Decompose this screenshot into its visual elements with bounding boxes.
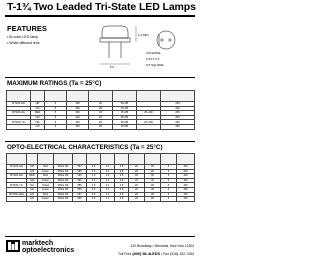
table-cell: GR xyxy=(31,124,45,129)
table-cell: 697 xyxy=(73,192,87,197)
table-cell: White Dif xyxy=(54,169,73,174)
table-header-row xyxy=(7,91,195,102)
table-cell: 2.8 xyxy=(115,197,129,202)
lamp-bottom-view xyxy=(157,31,175,49)
table-cell: 2.8 xyxy=(115,169,129,174)
table-cell: 5 xyxy=(45,106,67,111)
company-address: 120 Broadway • Menands, New York 12204 xyxy=(130,244,194,248)
table-cell: 100 xyxy=(177,169,195,174)
table-cell: 25 xyxy=(89,124,113,129)
table-cell: 0.6 xyxy=(87,197,101,202)
table-cell: 25~85 xyxy=(113,120,137,125)
table-cell: 260 xyxy=(161,111,195,116)
dim-label: 0.5 SQUARE xyxy=(146,63,164,67)
table-cell: Green xyxy=(38,187,54,192)
table-cell: 5 xyxy=(161,174,177,179)
table-cell xyxy=(7,124,31,129)
opto-table xyxy=(6,153,195,202)
table-cell: GR xyxy=(27,169,38,174)
feature-item: • Bi-color LED lamp xyxy=(7,35,39,39)
table-cell: 30 xyxy=(145,174,161,179)
feature-item: • White diffused lens xyxy=(7,41,40,45)
table-cell: 2.8 xyxy=(115,183,129,188)
table-cell: 25~85 xyxy=(113,111,137,116)
section-rule xyxy=(5,141,195,142)
table-cell: 100 xyxy=(67,106,89,111)
pin-a xyxy=(161,39,163,41)
table-cell: 2.1 xyxy=(101,183,115,188)
table-cell: 25~100 xyxy=(137,120,161,125)
pin-b xyxy=(169,39,171,41)
opto-heading: OPTO-ELECTRICAL CHARACTERISTICS (Ta = 25°C) xyxy=(7,144,163,151)
table-cell xyxy=(7,197,27,202)
table-cell: Green xyxy=(38,169,54,174)
footer-rule xyxy=(5,236,195,237)
table-cell: 20 xyxy=(129,174,145,179)
table-cell: 25~85 xyxy=(113,115,137,120)
table-cell: 5 xyxy=(45,102,67,107)
table-cell: 565 xyxy=(73,178,87,183)
table-cell: 25 xyxy=(89,106,113,111)
table-cell: White Dif xyxy=(54,174,73,179)
table-cell: White Dif xyxy=(54,165,73,170)
table-row xyxy=(7,197,195,202)
table-cell: 565 xyxy=(73,197,87,202)
table-cell: 30 xyxy=(145,197,161,202)
table-cell: 5 xyxy=(161,187,177,192)
brand-name: marktech xyxy=(22,240,54,247)
table-cell: 100 xyxy=(177,165,195,170)
package-drawing xyxy=(92,24,196,76)
table-cell: 5 xyxy=(45,124,67,129)
table-cell: GR xyxy=(27,178,38,183)
table-row xyxy=(7,124,195,129)
dim-label: 1.0 MIN xyxy=(138,33,149,37)
table-cell: 100 xyxy=(177,197,195,202)
table-cell: White Dif xyxy=(54,192,73,197)
table-cell: 30 xyxy=(145,187,161,192)
tollfree-number: (800) 98-4LEDS xyxy=(132,252,161,256)
table-cell: MT320-YG xyxy=(7,183,27,188)
table-cell: Yellow xyxy=(38,183,54,188)
table-cell: 2.1 xyxy=(101,178,115,183)
table-cell: MT320-HG xyxy=(7,111,31,116)
table-cell: 2.1 xyxy=(101,169,115,174)
contact-line xyxy=(118,252,194,256)
table-cell: 0.6 xyxy=(87,192,101,197)
table-cell: White Dif xyxy=(54,183,73,188)
table-cell: YEL xyxy=(31,120,45,125)
table-cell: MT320-HG xyxy=(7,174,27,179)
features-heading: FEATURES xyxy=(7,24,47,33)
table-cell: 2.1 xyxy=(101,187,115,192)
table-cell: 2.1 xyxy=(101,197,115,202)
dim-label: 5.0 xyxy=(110,65,115,69)
title-rule xyxy=(5,15,195,17)
table-cell: 25~85 xyxy=(113,106,137,111)
max-ratings-table xyxy=(6,90,195,130)
table-cell: GR xyxy=(27,187,38,192)
section-rule xyxy=(5,77,195,78)
table-cell: 0.6 xyxy=(87,178,101,183)
table-cell: 260 xyxy=(161,106,195,111)
table-cell: 5 xyxy=(161,169,177,174)
table-cell: 2.8 xyxy=(115,187,129,192)
table-cell: RED xyxy=(27,174,38,179)
table-cell: Red xyxy=(38,165,54,170)
max-ratings-heading: MAXIMUM RATINGS (Ta = 25°C) xyxy=(7,80,102,87)
table-cell: 5 xyxy=(45,120,67,125)
table-cell: 100 xyxy=(177,183,195,188)
table-cell: MT320-HRG xyxy=(7,192,27,197)
table-cell: 1.0 xyxy=(87,183,101,188)
table-cell: 100 xyxy=(177,187,195,192)
table-cell: HR xyxy=(27,165,38,170)
table-cell: 635 xyxy=(73,174,87,179)
table-cell: 2.8 xyxy=(115,165,129,170)
table-cell: 20 xyxy=(129,197,145,202)
table-cell: Green xyxy=(38,197,54,202)
table-cell: 2.8 xyxy=(115,192,129,197)
table-cell: GR xyxy=(31,115,45,120)
table-cell: 25~85 xyxy=(113,124,137,129)
table-cell: 0.6 xyxy=(87,169,101,174)
table-cell: 100 xyxy=(177,174,195,179)
table-cell: 5 xyxy=(161,178,177,183)
table-cell: 100 xyxy=(67,120,89,125)
table-cell: RED xyxy=(31,111,45,116)
table-cell: HR xyxy=(31,102,45,107)
table-cell: 150 xyxy=(67,111,89,116)
table-cell xyxy=(137,124,161,129)
table-cell: 2.0 xyxy=(101,174,115,179)
table-cell: Green xyxy=(38,178,54,183)
table-cell: 2.1 xyxy=(101,165,115,170)
table-cell: 565 xyxy=(73,169,87,174)
table-cell: 260 xyxy=(161,102,195,107)
table-cell: White Dif xyxy=(54,187,73,192)
table-cell: MT320-HR xyxy=(7,102,31,107)
table-cell: 5 xyxy=(161,192,177,197)
marktech-logo xyxy=(6,240,20,252)
table-cell: 25~100 xyxy=(137,111,161,116)
table-cell: 20 xyxy=(129,169,145,174)
table-cell: 30 xyxy=(89,111,113,116)
table-cell: YEL xyxy=(27,183,38,188)
table-cell: 0.6 xyxy=(87,187,101,192)
fax-number: • Fax (518) 432-7454 xyxy=(161,252,194,256)
table-cell: 20 xyxy=(129,183,145,188)
table-cell: 5 xyxy=(45,115,67,120)
table-cell: 30 xyxy=(145,169,161,174)
table-cell: 20 xyxy=(129,165,145,170)
page-title: T-1¾ Two Leaded Tri-State LED Lamps xyxy=(7,1,196,13)
table-cell: 100 xyxy=(177,192,195,197)
tollfree-label: Toll Free xyxy=(118,252,132,256)
table-cell: 100 xyxy=(177,178,195,183)
table-cell: GR xyxy=(31,106,45,111)
table-cell: 30 xyxy=(145,192,161,197)
table-cell: 30 xyxy=(145,183,161,188)
table-cell: 20 xyxy=(129,187,145,192)
table-cell: 5 xyxy=(161,183,177,188)
table-cell: HR xyxy=(27,192,38,197)
table-cell: 20 xyxy=(129,192,145,197)
dim-label: CATHODE xyxy=(146,51,161,55)
table-cell: 100 xyxy=(67,124,89,129)
table-cell: 260 xyxy=(161,124,195,129)
table-cell: 5 xyxy=(45,111,67,116)
table-cell: White Dif xyxy=(54,178,73,183)
table-cell: 260 xyxy=(161,120,195,125)
table-cell: 2.1 xyxy=(101,192,115,197)
table-cell: 5 xyxy=(161,197,177,202)
table-cell: 30 xyxy=(89,102,113,107)
table-cell: 585 xyxy=(73,183,87,188)
table-cell: GR xyxy=(27,197,38,202)
table-cell: 30 xyxy=(145,165,161,170)
table-cell: 2.5 xyxy=(115,174,129,179)
lamp-body-top xyxy=(102,26,128,38)
table-cell: 565 xyxy=(73,187,87,192)
table-cell: 25~85 xyxy=(113,102,137,107)
table-header-row xyxy=(7,154,195,165)
lamp-flange xyxy=(100,38,130,42)
table-cell: 2.8 xyxy=(115,178,129,183)
table-cell: MT320-HR xyxy=(7,165,27,170)
table-cell: 697 xyxy=(73,165,87,170)
table-cell: Red xyxy=(38,192,54,197)
table-cell: 150 xyxy=(67,102,89,107)
dim-label: 2.54 ± 0.3 xyxy=(146,57,160,61)
table-cell: 20 xyxy=(129,178,145,183)
table-cell: Red xyxy=(38,174,54,179)
table-cell: MT320-YG xyxy=(7,120,31,125)
table-cell: 260 xyxy=(161,115,195,120)
table-cell: 1.0 xyxy=(87,174,101,179)
table-cell: 5 xyxy=(161,165,177,170)
table-cell: 25 xyxy=(89,115,113,120)
brand-subname: optoelectronics xyxy=(22,247,75,254)
table-cell: White Dif xyxy=(54,197,73,202)
table-cell: 0.6 xyxy=(87,165,101,170)
table-cell: 30 xyxy=(145,178,161,183)
table-cell: 25 xyxy=(89,120,113,125)
table-cell: 100 xyxy=(67,115,89,120)
